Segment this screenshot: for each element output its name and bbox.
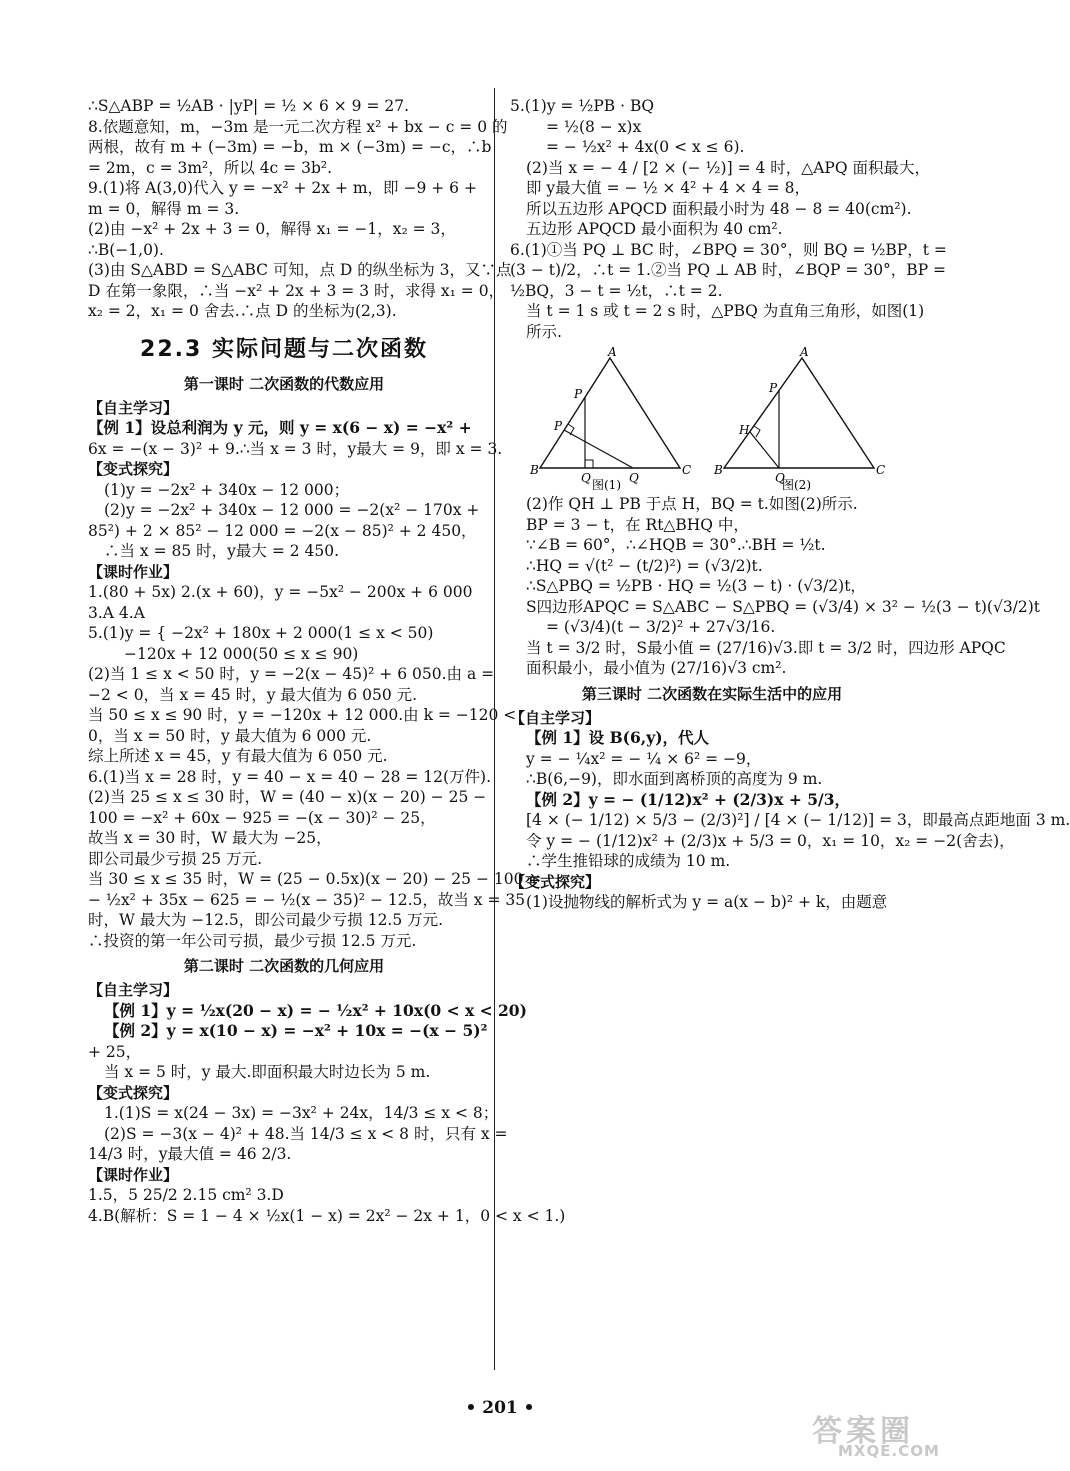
fig1-label-B: B	[530, 463, 539, 477]
answer-line: 所以五边形 APQCD 面积最小时为 48 − 8 = 40(cm²).	[526, 199, 912, 218]
answer-line: 100 = −x² + 60x − 925 = −(x − 30)² − 25，	[88, 808, 436, 827]
answer-line: 9.(1)将 A(3,0)代入 y = −x² + 2x + m，即 −9 + 6 +	[88, 179, 477, 197]
answer-line: 0，当 x = 50 时，y 最大值为 6 000 元.	[88, 726, 372, 745]
answer-line: ∴投资的第一年公司亏损，最少亏损 12.5 万元.	[88, 931, 417, 950]
answer-line: 当 t = 3/2 时，S最小值 = (27/16)√3.即 t = 3/2 时，四边形 APQC	[526, 638, 1006, 657]
answer-line: 14/3 时，y最大值 = 46 2/3.	[88, 1145, 292, 1163]
answer-line: (2)作 QH ⊥ PB 于点 H，BQ = t.如图(2)所示.	[526, 495, 858, 513]
answer-line: 1.(1)S = x(24 − 3x) = −3x² + 24x，14/3 ≤ x < 8；	[104, 1104, 499, 1122]
answer-line: −2 < 0，当 x = 45 时，y 最大值为 6 050 元.	[88, 685, 418, 704]
answer-line: = (√3/4)(t − 3/2)² + 27√3/16.	[546, 618, 776, 636]
answer-line: ∴B(6,−9)，即水面到离桥顶的高度为 9 m.	[526, 770, 823, 788]
answer-line: − ½x² + 35x − 625 = − ½(x − 35)² − 12.5，故当 x = 35	[88, 890, 526, 909]
fig1-label-P1: P	[574, 387, 583, 401]
fig2-label-C: C	[876, 463, 886, 477]
answer-line: 【例 1】设总利润为 y 元，则 y = x(6 − x) = −x² +	[88, 418, 472, 437]
answer-line: 6.(1)①当 PQ ⊥ BC 时，∠BPQ = 30°，则 BQ = ½BP，t =	[510, 240, 947, 259]
answer-line: = ½(8 − x)x	[546, 117, 642, 136]
answer-line: (2)y = −2x² + 340x − 12 000 = −2(x² − 170x +	[104, 501, 480, 519]
section-tag: 【课时作业】	[88, 1165, 179, 1184]
answer-line: m = 0，解得 m = 3.	[88, 199, 240, 218]
answer-line: (1)设抛物线的解析式为 y = a(x − b)² + k，由题意	[526, 893, 888, 911]
fig1-label-Q2: Q	[629, 471, 639, 485]
section-tag: 【变式探究】	[510, 872, 601, 891]
answer-line: = − ½x² + 4x(0 < x ≤ 6).	[546, 138, 745, 156]
answer-line: 故当 x = 30 时，W 最大为 −25，	[88, 829, 332, 847]
column-divider	[494, 88, 495, 1370]
lesson-title: 第一课时 二次函数的代数应用	[183, 374, 385, 393]
answer-line: [4 × (− 1/12) × 5/3 − (2/3)²] / [4 × (− 1/12)] = 3，即最高点距地面 3 m.	[526, 811, 1070, 829]
answer-line: (2)S = −3(x − 4)² + 48.当 14/3 ≤ x < 8 时，只有 x =	[104, 1124, 508, 1143]
answer-line: 两根，故有 m + (−3m) = −b，m × (−3m) = −c，∴b	[88, 138, 492, 156]
answer-line: 5.(1)y = ½PB · BQ	[510, 97, 655, 115]
answer-line: ∴HQ = √(t² − (t/2)²) = (√3/2)t.	[526, 556, 763, 575]
section-tag: 【变式探究】	[88, 460, 179, 478]
answer-line: = 2m，c = 3m²，所以 4c = 3b².	[88, 158, 333, 177]
answer-line: 85²) + 2 × 85² − 12 000 = −2(x − 85)² + 2 450，	[88, 521, 477, 540]
answer-line: 【例 1】y = ½x(20 − x) = − ½x² + 10x(0 < x < 20)	[104, 1000, 527, 1020]
fig2-caption: 图(2)	[782, 478, 811, 492]
answer-line: 6.(1)当 x = 28 时，y = 40 − x = 40 − 28 = 12(万件).	[88, 767, 492, 786]
answer-line: 时，W 最大为 −12.5，即公司最少亏损 12.5 万元.	[88, 911, 444, 929]
section-tag: 【自主学习】	[510, 708, 601, 727]
section-tag: 【自主学习】	[88, 398, 179, 417]
watermark-url: MXQE.COM	[838, 1442, 940, 1460]
answer-line: (2)当 1 ≤ x < 50 时，y = −2(x − 45)² + 6 050.由 a =	[88, 665, 495, 683]
fig1-label-Q1: Q	[581, 471, 591, 485]
answer-line: x₂ = 2，x₁ = 0 舍去.∴点 D 的坐标为(2,3).	[88, 302, 397, 320]
answer-line: BP = 3 − t，在 Rt△BHQ 中，	[526, 515, 749, 534]
answer-line: D 在第一象限，∴当 −x² + 2x + 3 = 3 时，求得 x₁ = 0，	[88, 281, 505, 300]
answer-line: 五边形 APQCD 最小面积为 40 cm².	[526, 220, 783, 238]
answer-line: 面积最小，最小值为 (27/16)√3 cm².	[526, 659, 787, 677]
page-number: • 201 •	[465, 1398, 535, 1418]
answer-line: y = − ¼x² = − ¼ × 6² = −9，	[526, 749, 762, 768]
answer-line: 当 t = 1 s 或 t = 2 s 时，△PBQ 为直角三角形，如图(1)	[526, 302, 925, 320]
answer-line: 当 50 ≤ x ≤ 90 时，y = −120x + 12 000.由 k = −120 <	[88, 706, 517, 724]
section-title: 22.3 实际问题与二次函数	[140, 336, 428, 362]
fig1-label-A: A	[608, 345, 617, 359]
answer-line: 综上所述 x = 45，y 有最大值为 6 050 元.	[88, 747, 388, 765]
fig2-label-H: H	[739, 423, 750, 437]
triangle-figures	[530, 345, 914, 492]
answer-line: ∵∠B = 60°，∴∠HQB = 30°.∴BH = ½t.	[526, 536, 826, 554]
answer-line: 3.A 4.A	[88, 603, 145, 622]
answer-line: (2)当 x = − 4 / [2 × (− ½)] = 4 时，△APQ 面积最大，	[526, 158, 930, 177]
answer-line: ∴S△PBQ = ½PB · HQ = ½(3 − t) · (√3/2)t，	[526, 577, 866, 595]
answer-line: (2)当 25 ≤ x ≤ 30 时，W = (40 − x)(x − 20) − 25 −	[88, 788, 487, 806]
answer-line: ½BQ，3 − t = ½t，∴t = 2.	[510, 281, 723, 300]
answer-line: (3)由 S△ABD = S△ABC 可知，点 D 的纵坐标为 3，又∵点	[88, 261, 512, 279]
answer-line: ∴B(−1,0).	[88, 240, 164, 259]
lesson-title: 第三课时 二次函数在实际生活中的应用	[581, 684, 843, 703]
fig2-label-B: B	[714, 463, 723, 477]
fig2-label-A: A	[800, 345, 809, 359]
fig2-label-Q: Q	[775, 471, 785, 485]
answer-line: 令 y = − (1/12)x² + (2/3)x + 5/3 = 0，x₁ = 10，x₂ = −2(舍去)，	[526, 831, 1015, 850]
answer-line: 8.依题意知，m，−3m 是一元二次方程 x² + bx − c = 0 的	[88, 117, 508, 136]
answer-line: 即 y最大值 = − ½ × 4² + 4 × 4 = 8，	[526, 179, 810, 197]
answer-line: (3 − t)/2，∴t = 1.②当 PQ ⊥ AB 时，∠BQP = 30°，BP =	[510, 261, 947, 279]
figure-1	[530, 345, 700, 492]
answer-line: 当 30 ≤ x ≤ 35 时，W = (25 − 0.5x)(x − 20) − 25 − 100 =	[88, 870, 542, 888]
figure-2	[714, 345, 886, 492]
fig1-label-C: C	[682, 463, 692, 477]
answer-line: −120x + 12 000(50 ≤ x ≤ 90)	[124, 644, 359, 663]
answer-line: + 25，	[88, 1042, 142, 1061]
answer-line: ∴学生推铅球的成绩为 10 m.	[526, 852, 731, 870]
answer-line: 1.(80 + 5x) 2.(x + 60)，y = −5x² − 200x + 6 000	[88, 583, 473, 601]
watermark-title: 答案圈	[812, 1414, 914, 1449]
answer-line: 【例 2】y = − (1/12)x² + (2/3)x + 5/3，	[526, 789, 850, 809]
lesson-title: 第二课时 二次函数的几何应用	[183, 957, 385, 975]
answer-line: 1.5，5 25/2 2.15 cm² 3.D	[88, 1186, 284, 1204]
answer-line: 【例 1】设 B(6,y)，代人	[526, 728, 710, 747]
watermark	[808, 1404, 986, 1464]
answer-line: 【例 2】y = x(10 − x) = −x² + 10x = −(x − 5)²	[104, 1021, 488, 1040]
right-column	[510, 96, 1070, 913]
answer-line: 所示.	[526, 322, 562, 341]
answer-line: ∴S△ABP = ½AB · |yP| = ½ × 6 × 9 = 27.	[88, 97, 410, 115]
answer-line: ∴当 x = 85 时，y最大 = 2 450.	[104, 542, 340, 560]
section-tag: 【变式探究】	[88, 1083, 179, 1102]
answer-line: 4.B(解析：S = 1 − 4 × ½x(1 − x) = 2x² − 2x + 1，0 < x < 1.)	[88, 1206, 566, 1225]
fig1-label-P2: P	[554, 419, 563, 433]
answer-line: 5.(1)y = { −2x² + 180x + 2 000(1 ≤ x < 50)	[88, 624, 434, 642]
section-tag: 【课时作业】	[88, 562, 179, 581]
answer-line: 当 x = 5 时，y 最大.即面积最大时边长为 5 m.	[104, 1063, 431, 1081]
fig1-caption: 图(1)	[592, 478, 621, 492]
fig2-label-P: P	[769, 381, 778, 395]
answer-line: S四边形APQC = S△ABC − S△PBQ = (√3/4) × 3² − ½(3 − t)(√3/2)t	[526, 597, 1041, 616]
answer-line: (1)y = −2x² + 340x − 12 000；	[104, 480, 350, 499]
answer-line: 6x = −(x − 3)² + 9.∴当 x = 3 时，y最大 = 9，即 x = 3.	[88, 439, 503, 458]
answer-line: (2)由 −x² + 2x + 3 = 0，解得 x₁ = −1，x₂ = 3，	[88, 220, 456, 238]
answer-line: 即公司最少亏损 25 万元.	[88, 849, 263, 868]
section-tag: 【自主学习】	[88, 981, 179, 999]
